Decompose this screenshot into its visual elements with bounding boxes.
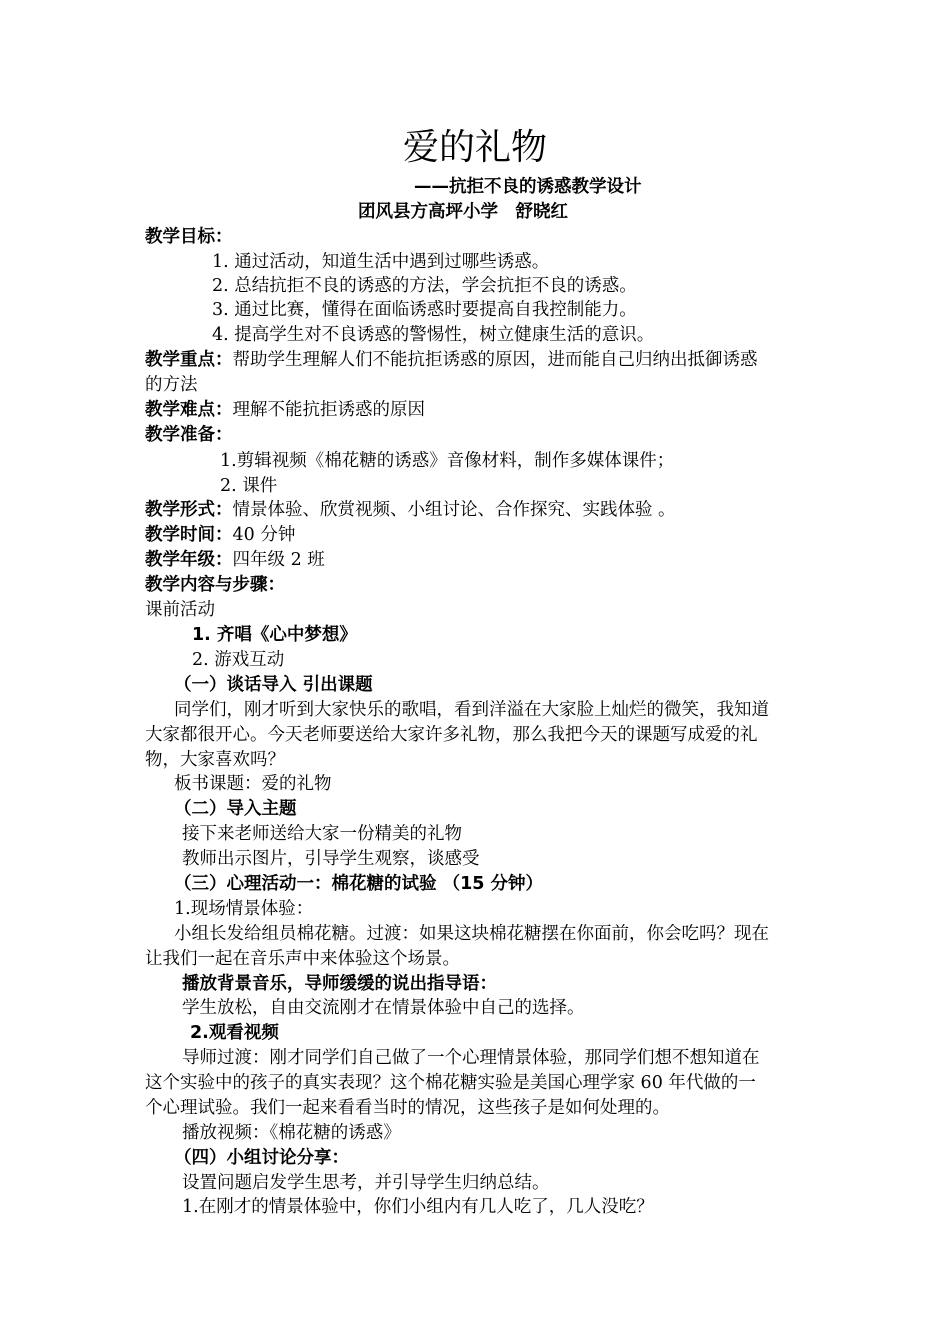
pre-class-item: 2. 游戏互动 — [192, 650, 285, 670]
preparation-item: 1.剪辑视频《棉花糖的诱惑》音像材料，制作多媒体课件； — [220, 451, 675, 471]
preparation-item: 2. 课件 — [220, 476, 278, 496]
time-label: 教学时间： — [145, 525, 233, 545]
form-label: 教学形式： — [145, 500, 233, 520]
paragraph: 大家都很开心。今天老师要送给大家许多礼物，那么我把今天的课题写成爱的礼 — [145, 725, 758, 745]
pre-class-heading: 课前活动 — [145, 600, 215, 620]
form-text: 情景体验、欣赏视频、小组讨论、合作探究、实践体验 。 — [232, 500, 676, 520]
steps-heading: 教学内容与步骤： — [145, 575, 285, 595]
section-2-heading: （二）导入主题 — [174, 799, 297, 819]
paragraph: 设置问题启发学生思考，并引导学生归纳总结。 — [182, 1173, 550, 1193]
board-title: 板书课题：爱的礼物 — [174, 774, 332, 794]
doc-subtitle: ——抗拒不良的诱惑教学设计 — [414, 177, 642, 197]
time-text: 40 分钟 — [232, 525, 296, 545]
grade-label: 教学年级： — [145, 550, 233, 570]
teaching-form — [145, 498, 676, 523]
subheading: 2.观看视频 — [190, 1023, 279, 1043]
paragraph: 个心理试验。我们一起来看看当时的情况，这些孩子是如何处理的。 — [145, 1098, 670, 1118]
paragraph: 接下来老师送给大家一份精美的礼物 — [182, 824, 462, 844]
key-point-label: 教学重点： — [145, 350, 233, 370]
paragraph: 教师出示图片，引导学生观察，谈感受 — [182, 849, 480, 869]
paragraph: 小组长发给组员棉花糖。过渡：如果这块棉花糖摆在你面前，你会吃吗？现在 — [174, 924, 769, 944]
paragraph: 学生放松，自由交流刚才在情景体验中自己的选择。 — [182, 998, 585, 1018]
difficulty-text: 理解不能抗拒诱惑的原因 — [232, 400, 425, 420]
teaching-grade — [145, 548, 325, 573]
paragraph: 物，大家喜欢吗？ — [145, 750, 285, 770]
preparation-heading: 教学准备： — [145, 425, 233, 445]
music-instruction: 播放背景音乐，导师缓缓的说出指导语： — [182, 974, 497, 994]
objective-item: 2. 总结抗拒不良的诱惑的方法，学会抗拒不良的诱惑。 — [212, 276, 637, 296]
objectives-heading: 教学目标： — [145, 227, 233, 247]
difficulty-label: 教学难点： — [145, 400, 233, 420]
difficulty — [145, 398, 425, 423]
doc-title: 爱的礼物 — [402, 127, 547, 168]
key-point-cont: 的方法 — [145, 375, 198, 395]
teaching-time — [145, 523, 295, 548]
section-1-heading: （一）谈话导入 引出课题 — [174, 675, 373, 695]
section-3-heading: （三）心理活动一：棉花糖的试验 （15 分钟） — [174, 874, 544, 894]
paragraph: 同学们，刚才听到大家快乐的歌唱，看到洋溢在大家脸上灿烂的微笑，我知道 — [174, 700, 769, 720]
play-video-line: 播放视频：《棉花糖的诱惑》 — [182, 1123, 401, 1143]
objective-item: 4. 提高学生对不良诱惑的警惕性，树立健康生活的意识。 — [212, 325, 655, 345]
section-4-heading: （四）小组讨论分享： — [174, 1148, 349, 1168]
objective-item: 3. 通过比赛，懂得在面临诱惑时要提高自我控制能力。 — [212, 300, 637, 320]
objective-item: 1. 通过活动，知道生活中遇到过哪些诱惑。 — [212, 252, 550, 272]
pre-class-item: 1. 齐唱《心中梦想》 — [192, 625, 357, 645]
paragraph: 1.在刚才的情景体验中，你们小组内有几人吃了，几人没吃？ — [182, 1197, 654, 1217]
subheading: 1.现场情景体验： — [174, 899, 314, 919]
paragraph: 导师过渡：刚才同学们自己做了一个心理情景体验，那同学们想不想知道在 — [182, 1048, 760, 1068]
grade-text: 四年级 2 班 — [232, 550, 325, 570]
key-point — [145, 348, 758, 373]
doc-author-line: 团风县方高坪小学 舒晓红 — [358, 202, 568, 222]
paragraph: 这个实验中的孩子的真实表现？这个棉花糖实验是美国心理学家 60 年代做的一 — [145, 1073, 756, 1093]
key-point-text: 帮助学生理解人们不能抗拒诱惑的原因，进而能自己归纳出抵御诱惑 — [232, 350, 758, 370]
paragraph: 让我们一起在音乐声中来体验这个场景。 — [145, 949, 460, 969]
